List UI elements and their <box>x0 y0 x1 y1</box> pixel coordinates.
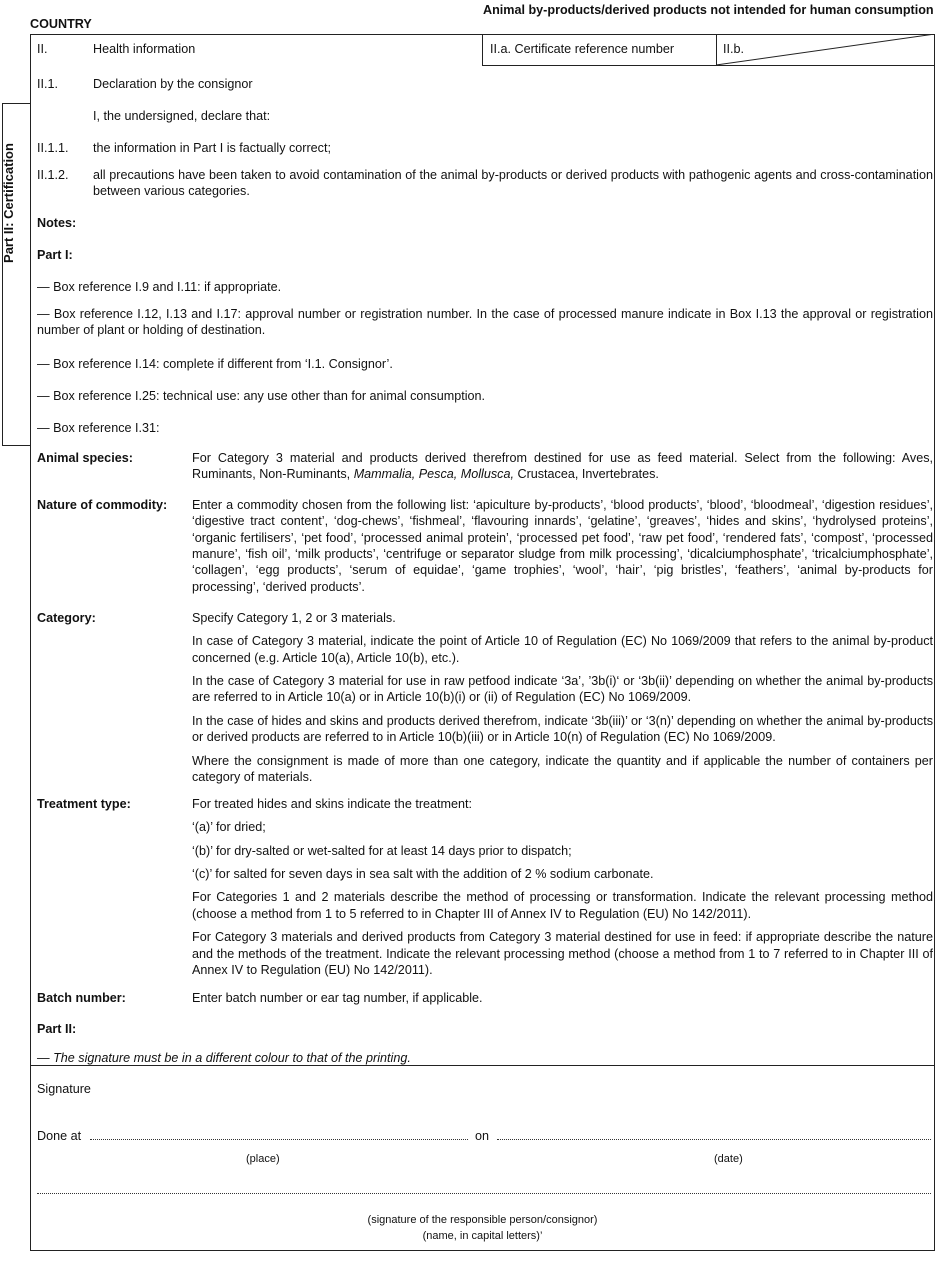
notes-title: Notes: <box>37 216 77 230</box>
treatment-para: For treated hides and skins indicate the treatment: <box>192 797 473 811</box>
signature-caption: (signature of the responsible person/consignor) <box>367 1214 598 1226</box>
note-bullet: — Box reference I.31: <box>37 421 160 435</box>
sidebar-label: Part II: Certification <box>1 143 16 263</box>
part-ii-sidebar <box>2 103 30 446</box>
note-bullet: — Box reference I.9 and I.11: if appropriate. <box>37 280 282 294</box>
ref-b-label: II.b. <box>723 42 744 56</box>
commodity-label: Nature of commodity: <box>37 498 168 512</box>
category-para: In the case of hides and skins and products derived therefrom, indicate ‘3b(iii)’ or ‘3(n)’ depending on whether the animal by-products or derived products are referred to in Article 10(b)(iii) or in Article 10(n) of Regulation (EC) No 1069/2009. <box>192 713 933 745</box>
treatment-para: ‘(c)’ for salted for seven days in sea salt with the addition of 2 % sodium carbonate. <box>192 867 654 882</box>
section-title: Health information <box>93 42 196 56</box>
document-title: Animal by-products/derived products not intended for human consumption <box>483 3 934 17</box>
treatment-text <box>192 796 933 985</box>
declaration-item-number: II.1.2. <box>37 168 69 182</box>
done-at-label: Done at <box>37 1129 82 1143</box>
signature-label: Signature <box>37 1082 91 1096</box>
declaration-number: II.1. <box>37 77 58 91</box>
part-i-title: Part I: <box>37 248 73 262</box>
section-number: II. <box>37 42 48 56</box>
declaration-item-text: the information in Part I is factually correct; <box>93 141 331 155</box>
category-para: In the case of Category 3 material for use in raw petfood indicate ‘3a’, ’3b(i)‘ or ‘3b(ii)’ depending on whether the animal by-products are referred to in Article 10(a) or in Article 10(b)(i) or (ii) of Regulation (EC) No 1069/2009. <box>192 674 933 705</box>
declaration-item-number: II.1.1. <box>37 141 69 155</box>
place-field-line[interactable] <box>90 1139 468 1140</box>
treatment-para: For Category 3 materials and derived products from Category 3 material destined for use in feed: if appropriate describe the nature and the methods of the treatment. Indicate the relevant processing method (choose a method from 1 to 7 referred to in Chapter III of Annex IV to Regulation (EU) No 142/2011). <box>192 930 933 977</box>
batch-text: Enter batch number or ear tag number, if applicable. <box>192 991 483 1005</box>
note-bullet: — Box reference I.12, I.13 and I.17: approval number or registration number. In the case of processed manure indicate in Box I.13 the approval or registration number of plant or holding of destination. <box>37 307 933 338</box>
signature-field-line[interactable] <box>37 1193 931 1194</box>
date-field-line[interactable] <box>497 1139 931 1140</box>
place-caption: (place) <box>246 1153 280 1165</box>
declaration-intro: I, the undersigned, declare that: <box>93 109 271 123</box>
treatment-para: ‘(a)’ for dried; <box>192 820 266 835</box>
category-para: In case of Category 3 material, indicate the point of Article 10 of Regulation (EC) No 1069/2009 that refers to the animal by-product concerned (e.g. Article 10(a), Article 10(b), etc.). <box>192 634 933 665</box>
commodity-text: Enter a commodity chosen from the following list: ‘apiculture by-products’, ‘blood products’, ‘blood’, ‘bloodmeal’, ‘digestion residues’, ‘digestive tract content’, ‘dog-chews’, ‘fishmeal’, ‘flavouring innards’, ‘gelatine’, ‘greaves’, ‘hides and skins’, ‘hydrolysed proteins’, ‘organic fertilisers’, ‘pet food’, ‘processed animal protein’, ‘processed pet food’, ‘raw pet food’, ‘rendered fats’, ‘compost’, ‘processed manure’, ‘fish oil’, ‘milk products’, ‘centrifuge or separator sludge from milk processing’, ‘dicalciumphosphate’, ‘tricalciumphosphate’, ‘collagen’, ‘egg products’, ‘serum of equidae’, ‘game trophies’, ‘wool’, ‘hair’, ‘pig bristles’, ‘feathers’, ‘animal by-products for processing’, ‘derived products’. <box>192 498 933 594</box>
date-caption: (date) <box>714 1153 743 1165</box>
ref-b-diagonal <box>716 34 935 65</box>
on-label: on <box>475 1129 490 1143</box>
species-text-a: For Category 3 material and products derived therefrom destined for use as feed material. Select from the following: Aves, Ruminants, Non-Ruminants, <box>192 451 933 482</box>
part-ii-note: — The signature must be in a different colour to that of the printing. <box>37 1051 411 1065</box>
animal-species-text <box>192 450 933 483</box>
treatment-para: For Categories 1 and 2 materials describe the method of processing or transformation. Indicate the relevant processing method (choose a method from 1 to 5 referred to in Chapter III of Annex IV to Regulation (EU) No 142/2011). <box>192 890 933 921</box>
certificate-reference-label: II.a. Certificate reference number <box>490 42 675 56</box>
batch-label: Batch number: <box>37 991 126 1005</box>
species-text-b: Crustacea, Invertebrates. <box>517 467 659 482</box>
treatment-label: Treatment type: <box>37 797 131 811</box>
category-text <box>192 610 933 792</box>
ref-box-divider-left <box>482 34 483 65</box>
animal-species-label: Animal species: <box>37 451 133 465</box>
declaration-title: Declaration by the consignor <box>93 77 253 91</box>
ref-box-bottom <box>482 65 935 66</box>
category-label: Category: <box>37 611 96 625</box>
note-bullet: — Box reference I.25: technical use: any use other than for animal consumption. <box>37 389 486 403</box>
species-text-italic: Mammalia, Pesca, Mollusca, <box>353 467 514 482</box>
part-ii-title: Part II: <box>37 1022 77 1036</box>
name-caption: (name, in capital letters)’ <box>422 1230 543 1242</box>
declaration-item-text: all precautions have been taken to avoid contamination of the animal by-products or derived products with pathogenic agents and cross-contamination between various categories. <box>93 168 933 199</box>
note-bullet: — Box reference I.14: complete if different from ‘I.1. Consignor’. <box>37 357 393 371</box>
category-para: Specify Category 1, 2 or 3 materials. <box>192 611 396 625</box>
treatment-para: ‘(b)’ for dry-salted or wet-salted for at least 14 days prior to dispatch; <box>192 843 572 858</box>
category-para: Where the consignment is made of more than one category, indicate the quantity and if applicable the number of containers per category of materials. <box>192 753 933 784</box>
country-label: COUNTRY <box>30 17 92 31</box>
